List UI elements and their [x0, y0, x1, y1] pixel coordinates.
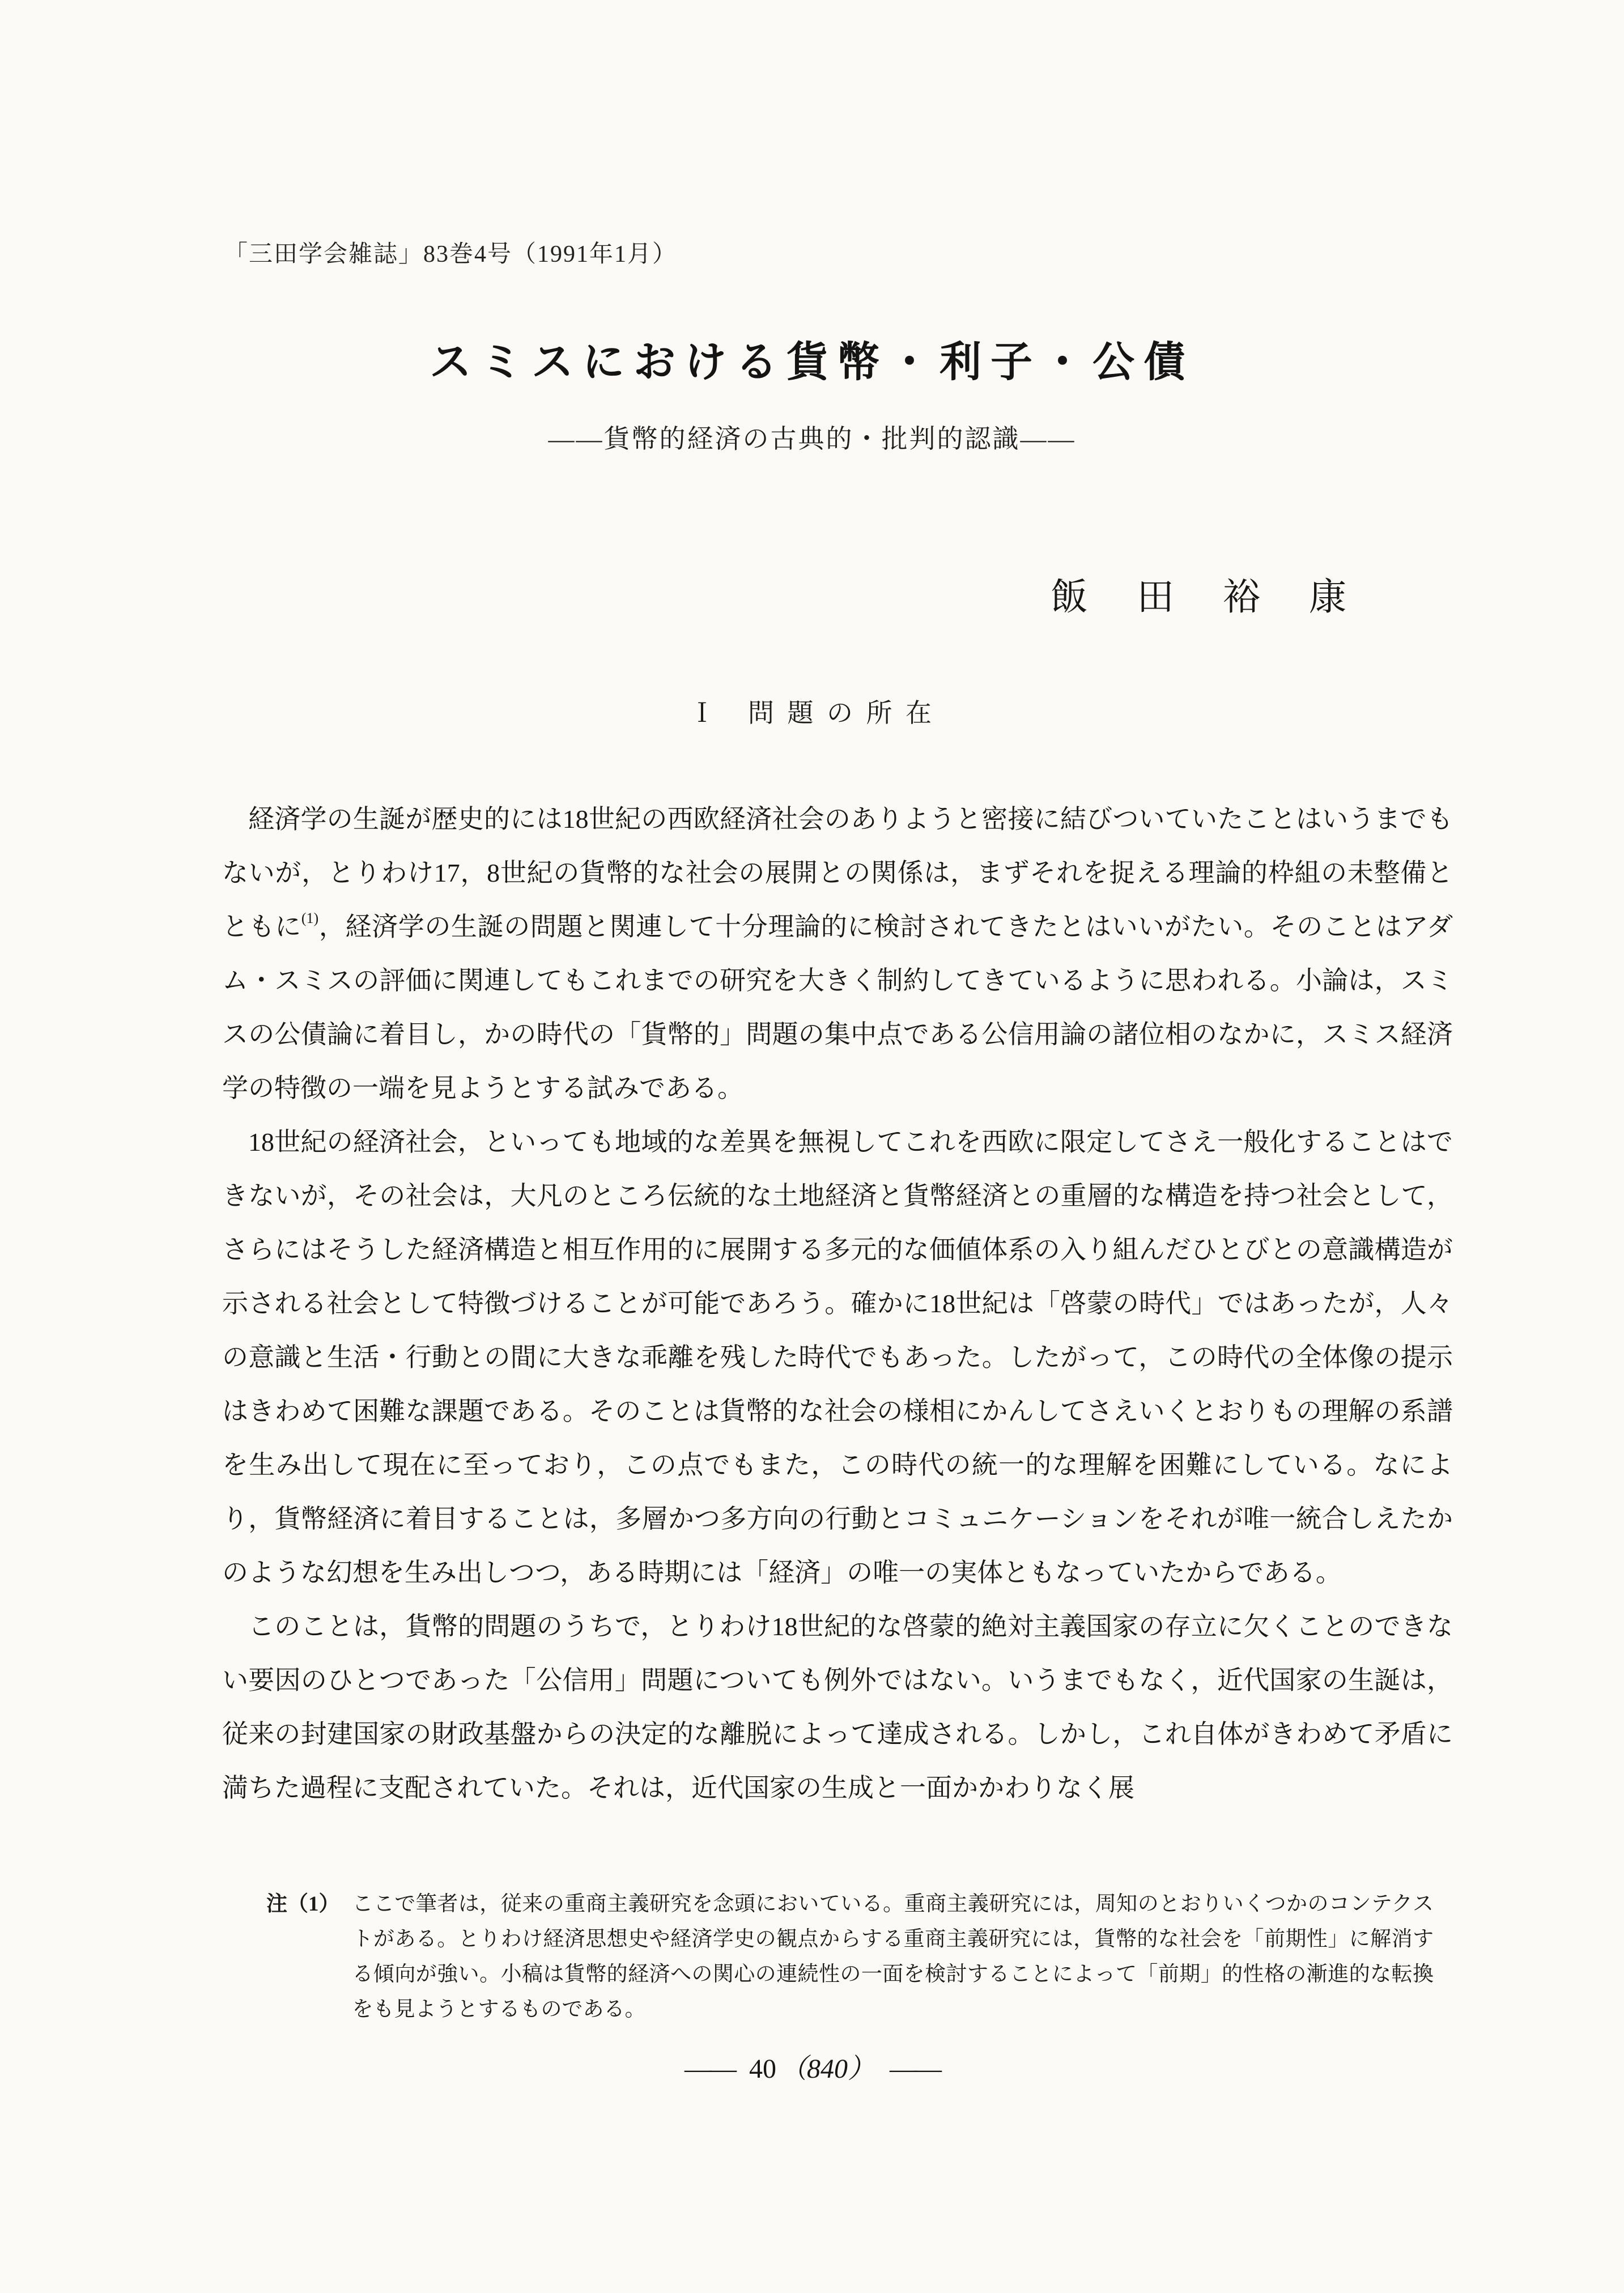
footer-rule-left: ――: [684, 2054, 734, 2084]
article-body: [222, 792, 1453, 1815]
footnote-label: 注（1）: [266, 1892, 340, 1916]
page-number-alt: （840）: [779, 2054, 875, 2084]
author-name: 飯 田 裕 康: [1051, 577, 1352, 618]
footnote-reference-1: (1): [301, 909, 319, 926]
page-title: スミスにおける貨幣・利子・公債: [430, 339, 1194, 386]
page-footer: [0, 2047, 1624, 2086]
footer-rule-right: ――: [890, 2054, 939, 2084]
paragraph-1: [222, 792, 1453, 1115]
paragraph-2: 18世紀の経済社会，といっても地域的な差異を無視してこれを西欧に限定してさえ一般化することはできないが，その社会は，大凡のところ伝統的な土地経済と貨幣経済との重層的な構造を持つ社会として，さらにはそうした経済構造と相互作用的に展開する多元的な価値体系の入り組んだひとびとの意識構造が示される社会として特徴づけることが可能であろう。確かに18世紀は「啓蒙の時代」ではあったが，人々の意識と生活・行動との間に大きな乖離を残した時代でもあった。したがって，この時代の全体像の提示はきわめて困難な課題である。そのことは貨幣的な社会の様相にかんしてさえいくとおりもの理解の系譜を生み出して現在に至っており，この点でもまた，この時代の統一的な理解を困難にしている。なにより，貨幣経済に着目することは，多層かつ多方向の行動とコミュニケーションをそれが唯一統合しえたかのような幻想を生み出しつつ，ある時期には「経済」の唯一の実体ともなっていたからである。: [222, 1128, 1453, 1587]
page-subtitle: ――貨幣的経済の古典的・批判的認識――: [548, 424, 1076, 453]
journal-citation: 「三田学会雑誌」83巻4号（1991年1月）: [224, 241, 678, 267]
paragraph-1-continued: ，経済学の生誕の問題と関連して十分理論的に検討されてきたとはいいがたい。そのことはアダム・スミスの評価に関連してもこれまでの研究を大きく制約してきているように思われる。小論は，スミスの公債論に着目し，かの時代の「貨幣的」問題の集中点である公信用論の諸位相のなかに，スミス経済学の特徴の一端を見ようとする試みである。: [222, 912, 1453, 1103]
paragraph-1-text: 経済学の生誕が歴史的には18世紀の西欧経済社会のありようと密接に結びついていたことはいうまでもないが，とりわけ17，8世紀の貨幣的な社会の展開との関係は，まずそれを捉える理論的枠組の未整備とともに: [222, 805, 1453, 941]
paragraph-3: このことは，貨幣的問題のうちで，とりわけ18世紀的な啓蒙的絶対主義国家の存立に欠くことのできない要因のひとつであった「公信用」問題についても例外ではない。いうまでもなく，近代国家の生誕は，従来の封建国家の財政基盤からの決定的な離脱によって達成される。しかし，これ自体がきわめて矛盾に満ちた過程に支配されていた。それは，近代国家の生成と一面かかわりなく展: [222, 1612, 1453, 1802]
section-heading: Ｉ 問 題 の 所 在: [689, 699, 935, 728]
footnote-block: [266, 1887, 1434, 2027]
page-number: 40: [749, 2054, 776, 2084]
footnote-text: ここで筆者は，従来の重商主義研究を念頭においている。重商主義研究には，周知のとおりいくつかのコンテクストがある。とりわけ経済思想史や経済学史の観点からする重商主義研究には，貨幣的な社会を「前期性」に解消する傾向が強い。小稿は貨幣的経済への関心の連続性の一面を検討することによって「前期」的性格の漸進的な転換をも見ようとするものである。: [352, 1892, 1434, 2021]
